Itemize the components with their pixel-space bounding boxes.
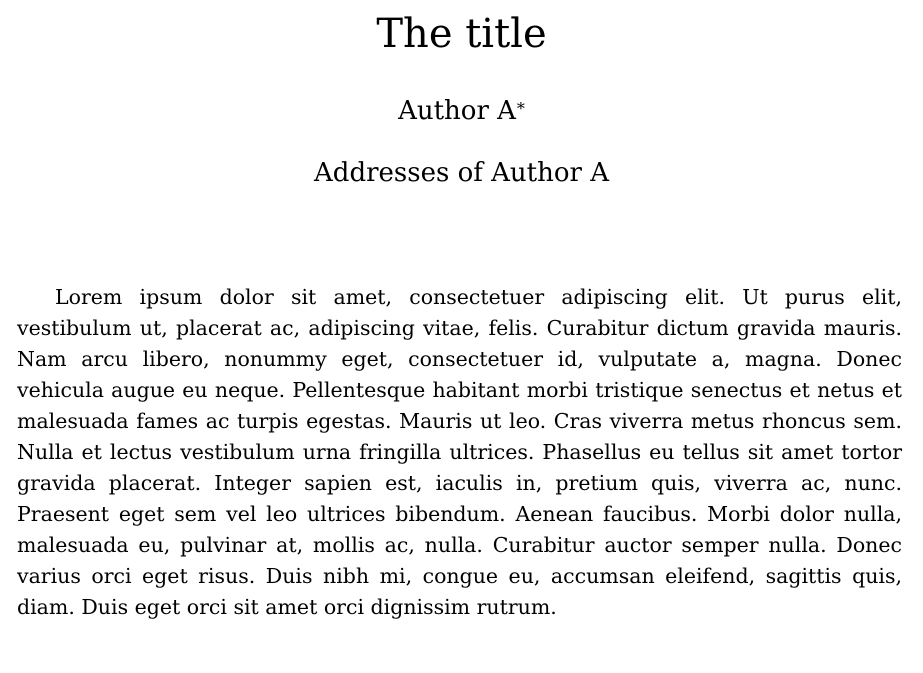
paper-title: The title <box>376 11 547 57</box>
author-address: Addresses of Author A <box>314 158 609 188</box>
body-paragraph: Lorem ipsum dolor sit amet, consectetuer adipiscing elit. Ut purus elit, vestibulum ut, placerat ac, adipiscing vitae, felis. Curabitur dictum gravida mauris. Nam arcu libero, nonummy eget, consectetuer id, vulputate a, magna. Donec vehicula augue eu neque. Pellentesque habitant morbi tristique senectus et netus et malesuada fames ac turpis egestas. Mauris ut leo. Cras viverra metus rhoncus sem. Nulla et lectus vestibulum urna fringilla ultrices. Phasellus eu tellus sit amet tortor gravida placerat. Integer sapien est, iaculis in, pretium quis, viverra ac, nunc. Praesent eget sem vel leo ultrices bibendum. Aenean faucibus. Morbi dolor nulla, malesuada eu, pulvinar at, mollis ac, nulla. Curabitur auctor semper nulla. Donec varius orci eget risus. Duis nibh mi, congue eu, accumsan eleifend, sagittis quis, diam. Duis eget orci sit amet orci dignissim rutrum. <box>17 285 902 619</box>
author-line <box>0 95 923 127</box>
author-name: Author A <box>398 96 516 126</box>
author-footnote-mark: * <box>516 99 525 118</box>
